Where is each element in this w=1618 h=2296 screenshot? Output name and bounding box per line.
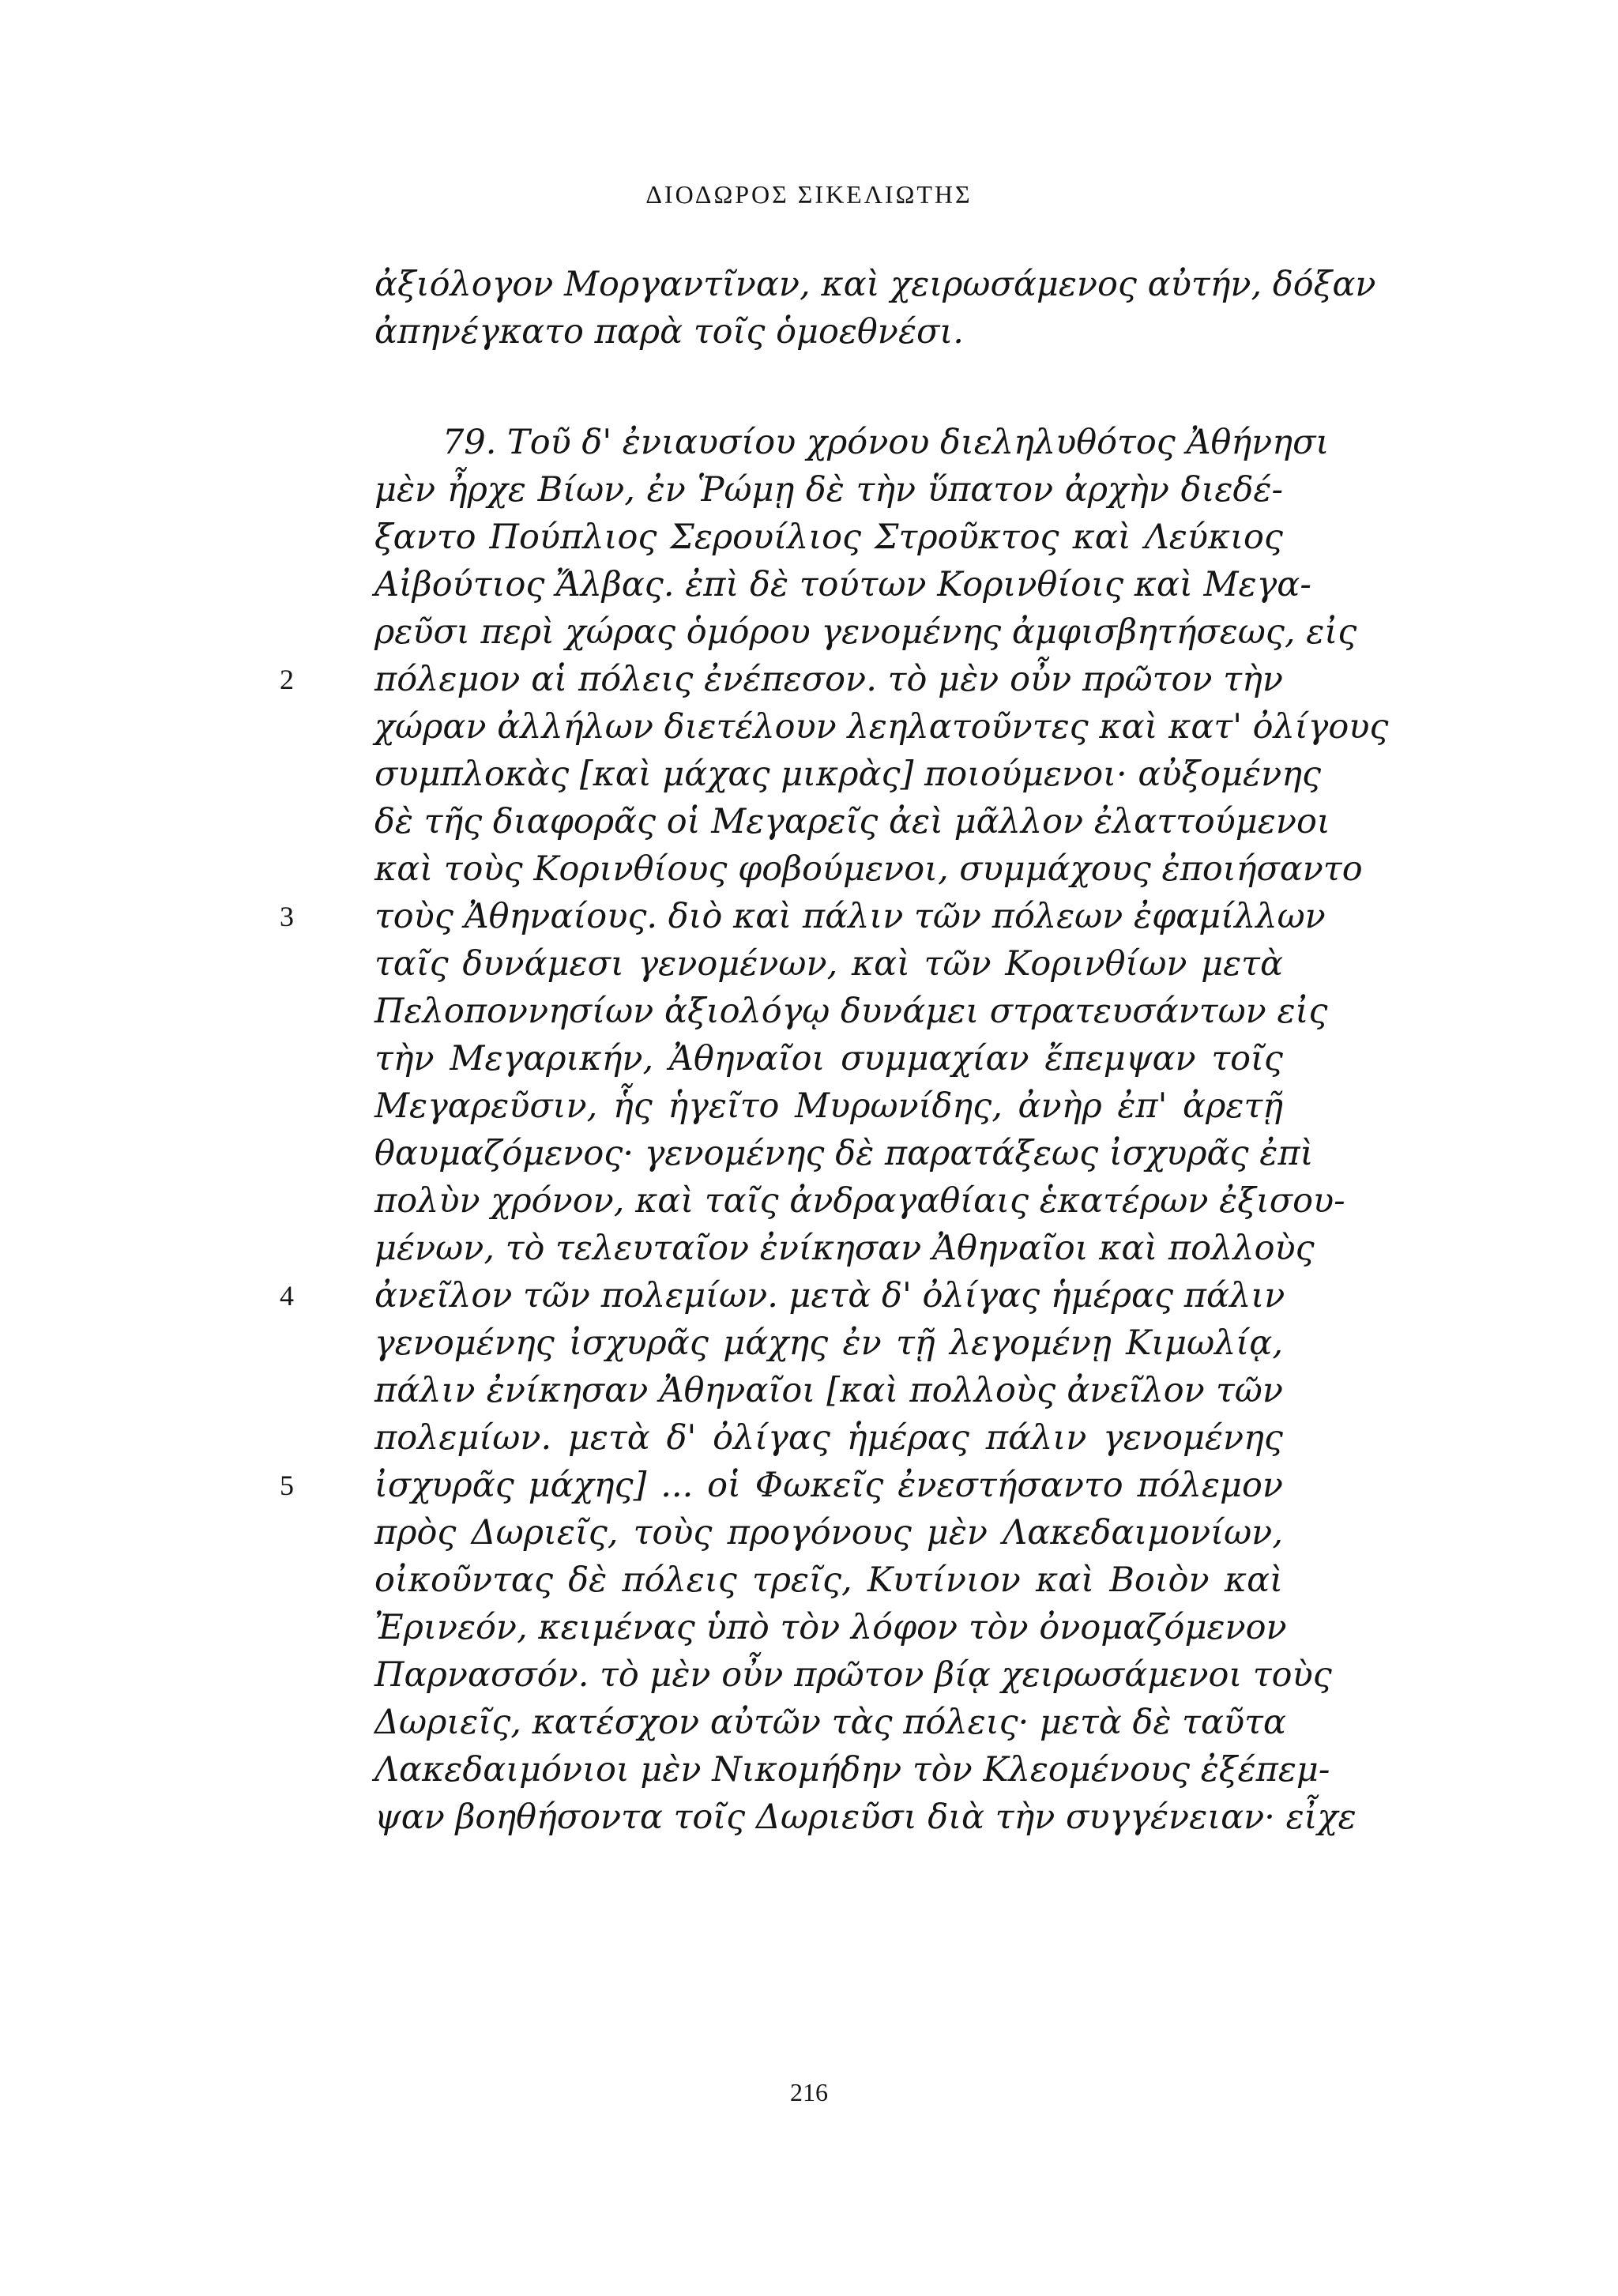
text-line: συμπλοκὰς [καὶ μάχας μικρὰς] ποιούμενοι· αὐξομένης bbox=[374, 755, 1322, 794]
text-line: πάλιν ἐνίκησαν Ἀθηναῖοι [καὶ πολλοὺς ἀνεῖλον τῶν bbox=[374, 1371, 1283, 1410]
text-line: ἀπηνέγκατο παρὰ τοῖς ὁμοεθνέσι. bbox=[374, 312, 964, 352]
text-line: θαυμαζόμενος· γενομένης δὲ παρατάξεως ἰσχυρᾶς ἐπὶ bbox=[374, 1134, 1314, 1173]
text-line: οἰκοῦντας δὲ πόλεις τρεῖς, Κυτίνιον καὶ Βοιὸν καὶ bbox=[374, 1560, 1283, 1600]
text-line: πολὺν χρόνον, καὶ ταῖς ἀνδραγαθίαις ἑκατέρων ἐξισου- bbox=[374, 1181, 1345, 1221]
text-line: ἀξιόλογον Μοργαντῖναν, καὶ χειρωσάμενος αὐτήν, δόξαν bbox=[374, 265, 1376, 304]
text-line: ψαν βοηθήσοντα τοῖς Δωριεῦσι διὰ τὴν συγγένειαν· εἶχε bbox=[374, 1797, 1356, 1837]
text-line: μένων, τὸ τελευταῖον ἐνίκησαν Ἀθηναῖοι καὶ πολλοὺς bbox=[374, 1229, 1315, 1268]
section-number: 2 bbox=[280, 664, 294, 695]
text-line: Αἰβούτιος Ἄλβας. ἐπὶ δὲ τούτων Κορινθίοις καὶ Μεγα- bbox=[374, 565, 1311, 604]
text-line: ταῖς δυνάμεσι γενομένων, καὶ τῶν Κορινθίων μετὰ bbox=[374, 944, 1283, 984]
text-line: Δωριεῖς, κατέσχον αὐτῶν τὰς πόλεις· μετὰ δὲ ταῦτα bbox=[374, 1703, 1286, 1742]
text-line: γενομένης ἰσχυρᾶς μάχης ἐν τῇ λεγομένῃ Κιμωλίᾳ, bbox=[374, 1323, 1283, 1363]
text-line: Πελοποννησίων ἀξιολόγῳ δυνάμει στρατευσάντων εἰς bbox=[374, 992, 1328, 1031]
text-line: Λακεδαιμόνιοι μὲν Νικομήδην τὸν Κλεομένους ἐξέπεμ- bbox=[374, 1750, 1330, 1790]
text-line: χώραν ἀλλήλων διετέλουν λεηλατοῦντες καὶ κατ' ὀλίγους bbox=[374, 707, 1389, 747]
text-line: Ἐρινεόν, κειμένας ὑπὸ τὸν λόφον τὸν ὀνομαζόμενον bbox=[374, 1608, 1287, 1647]
text-line: πόλεμον αἱ πόλεις ἐνέπεσον. τὸ μὲν οὖν πρῶτον τὴν bbox=[374, 660, 1283, 699]
page-number: 216 bbox=[790, 2078, 828, 2106]
text-line: πολεμίων. μετὰ δ' ὀλίγας ἡμέρας πάλιν γενομένης bbox=[374, 1418, 1283, 1458]
chapter-opening-line: 79. Τοῦ δ' ἐνιαυσίου χρόνου διεληλυθότος Ἀθήνησι bbox=[442, 423, 1330, 462]
running-head: ΔΙΟΔΩΡΟΣ ΣΙΚΕΛΙΩΤΗΣ bbox=[645, 180, 973, 209]
text-line: Μεγαρεῦσιν, ἧς ἡγεῖτο Μυρωνίδης, ἀνὴρ ἐπ' ἀρετῇ bbox=[374, 1086, 1283, 1126]
text-line: τὴν Μεγαρικήν, Ἀθηναῖοι συμμαχίαν ἔπεμψαν τοῖς bbox=[374, 1039, 1283, 1078]
text-line: ἀνεῖλον τῶν πολεμίων. μετὰ δ' ὀλίγας ἡμέρας πάλιν bbox=[374, 1276, 1285, 1315]
text-line: τοὺς Ἀθηναίους. διὸ καὶ πάλιν τῶν πόλεων ἐφαμίλλων bbox=[374, 897, 1326, 936]
section-number: 4 bbox=[280, 1280, 294, 1312]
text-line: ρεῦσι περὶ χώρας ὁμόρου γενομένης ἀμφισβητήσεως, εἰς bbox=[374, 612, 1357, 652]
text-line: καὶ τοὺς Κορινθίους φοβούμενοι, συμμάχους ἐποιήσαντο bbox=[374, 849, 1363, 889]
text-line: Παρνασσόν. τὸ μὲν οὖν πρῶτον βίᾳ χειρωσάμενοι τοὺς bbox=[374, 1655, 1332, 1695]
section-number: 5 bbox=[280, 1470, 294, 1501]
text-line: πρὸς Δωριεῖς, τοὺς προγόνους μὲν Λακεδαιμονίων, bbox=[374, 1513, 1283, 1553]
text-line: ἰσχυρᾶς μάχης] ... οἱ Φωκεῖς ἐνεστήσαντο πόλεμον bbox=[374, 1466, 1283, 1505]
text-line: δὲ τῆς διαφορᾶς οἱ Μεγαρεῖς ἀεὶ μᾶλλον ἐλαττούμενοι bbox=[374, 802, 1330, 841]
section-number: 3 bbox=[280, 901, 294, 932]
text-line: μὲν ἦρχε Βίων, ἐν Ῥώμῃ δὲ τὴν ὕπατον ἀρχὴν διεδέ- bbox=[374, 470, 1283, 510]
text-line: ξαντο Πούπλιος Σερουίλιος Στροῦκτος καὶ Λεύκιος bbox=[374, 518, 1283, 557]
